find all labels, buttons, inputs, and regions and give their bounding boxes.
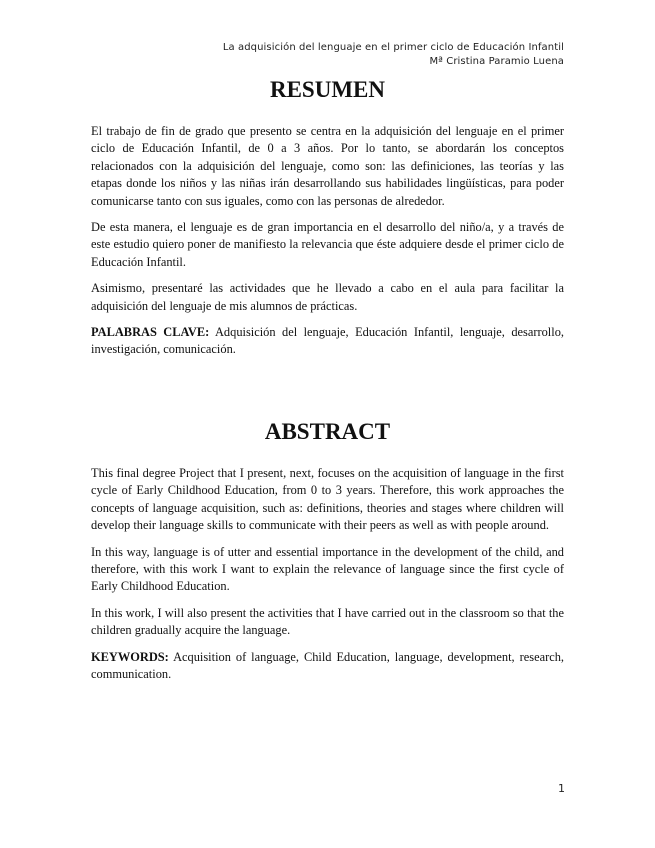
resumen-paragraph: De esta manera, el lenguaje es de gran importancia en el desarrollo del niño/a, y a través de este estudio quiero poner de manifiesto la relevancia que éste adquiere desde el primer ciclo de Educación Infantil. xyxy=(91,220,564,269)
abstract-paragraph: In this work, I will also present the activities that I have carried out in the classroom so that the children gradually acquire the language. xyxy=(91,605,564,638)
abstract-keywords-label: KEYWORDS: xyxy=(91,649,169,664)
header-thesis-title: La adquisición del lenguaje en el primer ciclo de Educación Infantil xyxy=(222,42,564,53)
running-header xyxy=(223,41,564,69)
resumen-title: RESUMEN xyxy=(269,77,385,102)
resumen-keywords-label: PALABRAS CLAVE: xyxy=(91,325,210,340)
resumen-section xyxy=(91,76,564,368)
resumen-keywords-text: Adquisición del lenguaje, Educación Infantil, lenguaje, desarrollo, investigación, comunicación. xyxy=(91,325,564,357)
resumen-keywords xyxy=(91,324,564,359)
abstract-keywords-text: Acquisition of language, Child Education, language, development, research, communication. xyxy=(91,649,564,682)
abstract-section xyxy=(91,418,564,692)
resumen-paragraph: El trabajo de fin de grado que presento se centra en la adquisición del lenguaje en el primer ciclo de Educación Infantil, de 0 a 3 años. Por lo tanto, se abordarán los conceptos relacionados con la adquisición del lenguaje, como son: las definiciones, las teorías y las etapas donde los niños y las niñas irán desarrollando sus habilidades lingüísticas, para poder comunicarse tanto con sus iguales, como con las personas de alrededor. xyxy=(91,124,564,208)
resumen-paragraph: Asimismo, presentaré las actividades que he llevado a cabo en el aula para facilitar la adquisición del lenguaje de mis alumnos de prácticas. xyxy=(91,281,564,313)
abstract-keywords xyxy=(91,649,564,684)
abstract-paragraph: This final degree Project that I present, next, focuses on the acquisition of language in the first cycle of Early Childhood Education, from 0 to 3 years. Therefore, this work approaches the concepts of language acquisition, such as: definitions, theories and stages where children will develop their language skills to communicate with their peers as well as with people around. xyxy=(91,466,564,533)
page-number: 1 xyxy=(558,782,565,795)
abstract-title: ABSTRACT xyxy=(264,419,391,444)
header-author: Mª Cristina Paramio Luena xyxy=(429,56,564,67)
abstract-paragraph: In this way, language is of utter and essential importance in the development of the child, and therefore, with this work I want to explain the relevance of language since the first cycle of Early Childhood Education. xyxy=(91,544,564,594)
